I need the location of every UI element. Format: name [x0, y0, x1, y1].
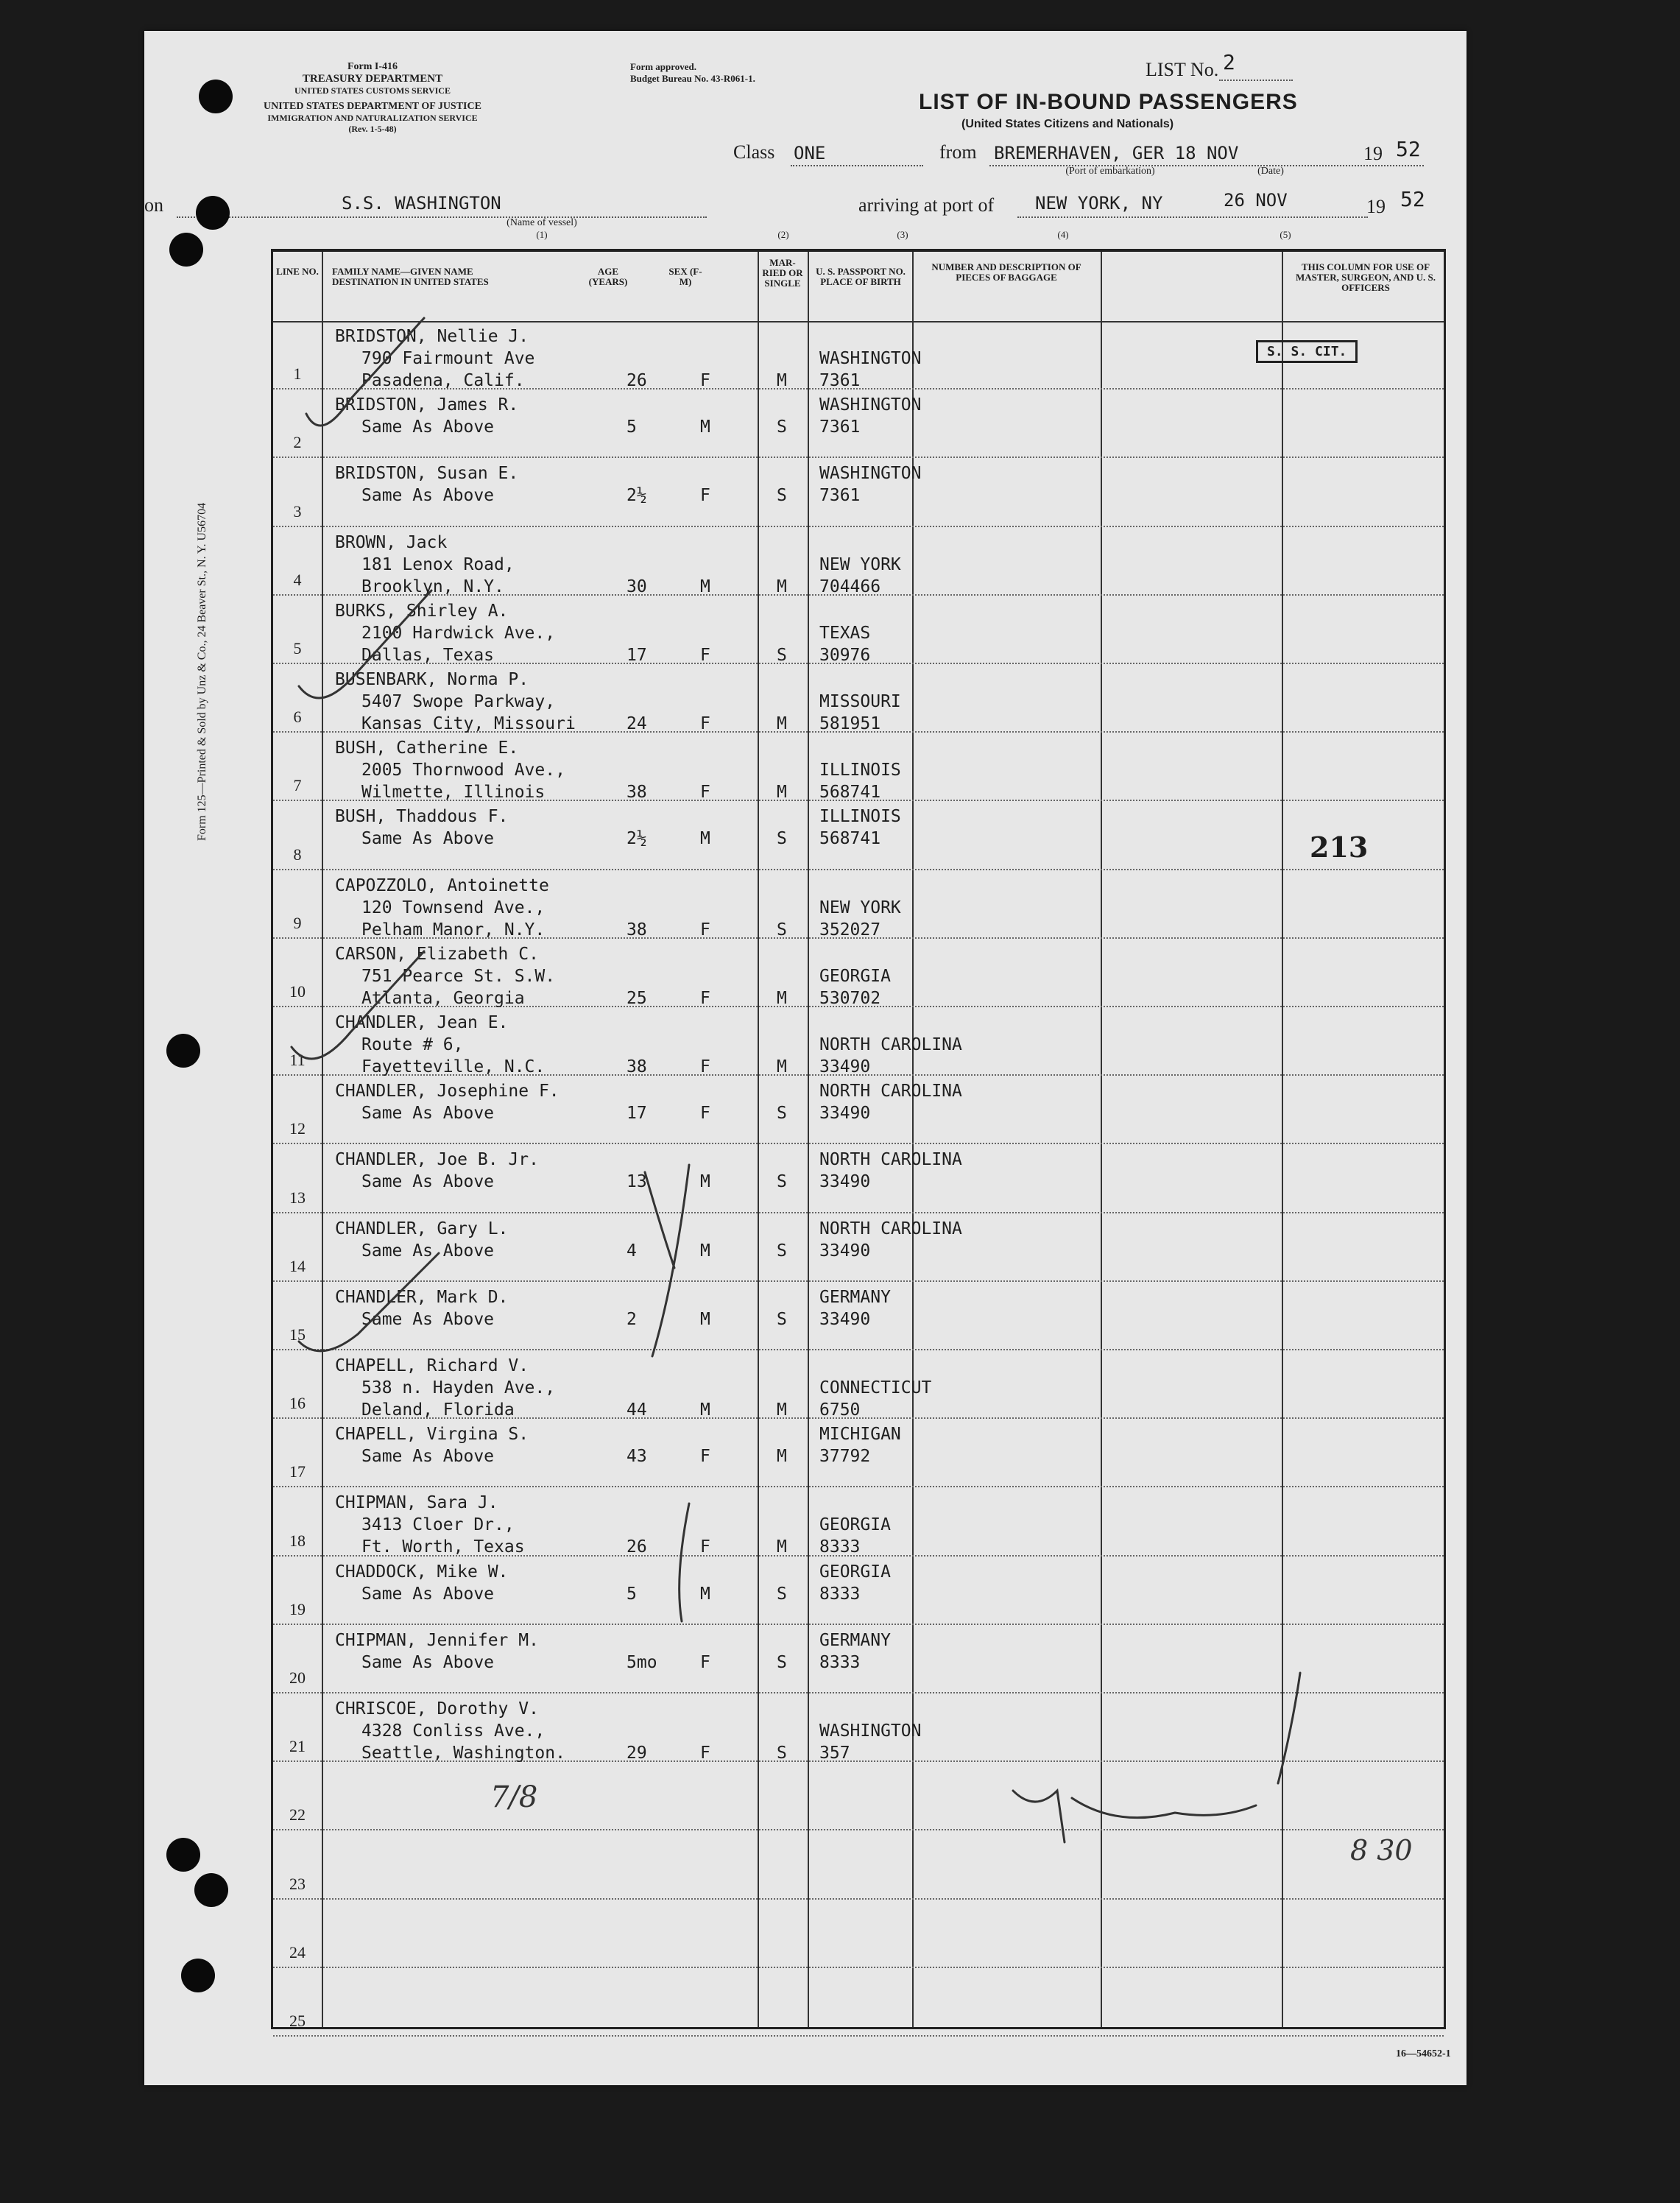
line-number: 23: [289, 1874, 306, 1893]
passenger-address: 751 Pearce St. S.W.: [361, 966, 556, 986]
passenger-marital-status: S: [777, 645, 787, 665]
passenger-sex: F: [700, 645, 710, 665]
passenger-birth-state: MISSOURI: [819, 692, 901, 711]
passenger-passport-no: 33490: [819, 1241, 871, 1261]
line-number: 5: [293, 639, 302, 658]
passenger-sex: M: [700, 577, 710, 596]
list-no-label: LIST No.: [1146, 59, 1219, 80]
line-number: 17: [289, 1462, 306, 1481]
passenger-address: Wilmette, Illinois: [361, 783, 546, 803]
footer-code: 16—54652-1: [1396, 2048, 1451, 2059]
on-label: on: [144, 194, 163, 216]
passenger-age: 24: [627, 714, 647, 733]
passenger-sex: F: [700, 486, 710, 506]
passenger-address: 2100 Hardwick Ave.,: [361, 623, 556, 643]
passenger-name: CHANDLER, Josephine F.: [335, 1082, 560, 1102]
passenger-age: 4: [627, 1241, 637, 1261]
passenger-sex: F: [700, 1057, 710, 1076]
passenger-birth-state: MICHIGAN: [819, 1425, 901, 1445]
passenger-address: Same As Above: [361, 1447, 495, 1467]
punch-hole: [181, 1959, 215, 1992]
col-num-1: (1): [536, 229, 548, 240]
passenger-name: BROWN, Jack: [335, 532, 448, 552]
passenger-name: CHADDOCK, Mike W.: [335, 1562, 509, 1582]
passenger-age: 26: [627, 371, 647, 390]
passenger-age: 30: [627, 577, 647, 596]
passenger-address: 120 Townsend Ave.,: [361, 898, 546, 917]
passenger-marital-status: M: [777, 1057, 787, 1076]
passenger-address: Seattle, Washington.: [361, 1744, 565, 1763]
passenger-address: Dallas, Texas: [361, 645, 495, 665]
passenger-passport-no: 33490: [819, 1057, 871, 1076]
passenger-sex: F: [700, 371, 710, 390]
passenger-passport-no: 33490: [819, 1104, 871, 1124]
passenger-passport-no: 7361: [819, 371, 861, 390]
col-num-5: (5): [1280, 229, 1291, 240]
col-num-3: (3): [897, 229, 908, 240]
passenger-address: Brooklyn, N.Y.: [361, 577, 504, 596]
from-label: from: [939, 141, 977, 163]
passenger-sex: F: [700, 1104, 710, 1124]
passenger-marital-status: M: [777, 371, 787, 390]
class-value: ONE: [794, 143, 826, 163]
line-number: 8: [293, 845, 302, 864]
arriving-label: arriving at port of: [858, 194, 995, 216]
header-sex: SEX (F-M): [668, 266, 702, 287]
passenger-passport-no: 357: [819, 1744, 850, 1763]
passenger-age: 2: [627, 1309, 637, 1329]
passenger-address: Same As Above: [361, 1584, 495, 1604]
passenger-sex: M: [700, 1584, 710, 1604]
line-number: 12: [289, 1119, 306, 1138]
dept-immigration: IMMIGRATION AND NATURALIZATION SERVICE: [267, 113, 478, 123]
passenger-name: CHIPMAN, Sara J.: [335, 1493, 498, 1513]
passenger-birth-state: GEORGIA: [819, 1562, 891, 1582]
punch-hole: [199, 80, 233, 113]
passenger-address: Deland, Florida: [361, 1400, 515, 1420]
passenger-age: 2½: [627, 486, 647, 506]
passenger-name: CARSON, Elizabeth C.: [335, 944, 539, 964]
year-prefix-1: 19: [1363, 143, 1383, 164]
line-number: 9: [293, 913, 302, 932]
passenger-address: Same As Above: [361, 1172, 495, 1192]
passenger-passport-no: 33490: [819, 1309, 871, 1329]
passenger-address: 5407 Swope Parkway,: [361, 692, 556, 711]
passenger-sex: M: [700, 1400, 710, 1420]
passenger-age: 25: [627, 988, 647, 1008]
col-num-2: (2): [777, 229, 789, 240]
page-count: 213: [1310, 831, 1369, 864]
passenger-age: 44: [627, 1400, 647, 1420]
passenger-address: Same As Above: [361, 417, 495, 437]
passenger-passport-no: 8333: [819, 1584, 861, 1604]
line-number: 19: [289, 1599, 306, 1618]
passenger-address: 4328 Conliss Ave.,: [361, 1721, 546, 1741]
passenger-marital-status: M: [777, 783, 787, 803]
passenger-sex: M: [700, 829, 710, 849]
passenger-age: 38: [627, 1057, 647, 1076]
passenger-age: 38: [627, 783, 647, 803]
passenger-birth-state: NORTH CAROLINA: [819, 1150, 962, 1170]
header-officers: THIS COLUMN FOR USE OF MASTER, SURGEON, AND U. S. OFFICERS: [1296, 261, 1436, 293]
line-number: 6: [293, 708, 302, 727]
line-number: 11: [289, 1051, 306, 1070]
form-approved: Form approved.: [630, 61, 697, 72]
handwritten-marks: [144, 31, 1467, 2085]
year-value-1: 52: [1396, 137, 1421, 161]
header-name: FAMILY NAME—GIVEN NAME DESTINATION IN UNITED STATES: [332, 266, 489, 287]
passenger-address: Same As Above: [361, 1652, 495, 1672]
line-number: 7: [293, 776, 302, 795]
passenger-address: Kansas City, Missouri: [361, 714, 576, 733]
passenger-name: CHANDLER, Joe B. Jr.: [335, 1150, 539, 1170]
passenger-address: 790 Fairmount Ave: [361, 349, 535, 368]
passenger-sex: F: [700, 1447, 710, 1467]
passenger-birth-state: NORTH CAROLINA: [819, 1082, 962, 1102]
passenger-birth-state: GERMANY: [819, 1287, 891, 1307]
document-page: [144, 31, 1467, 2085]
handwritten-note-1: 7/8: [490, 1780, 538, 1814]
form-revision: (Rev. 1-5-48): [348, 124, 397, 134]
passenger-age: 5: [627, 417, 637, 437]
passenger-name: CHIPMAN, Jennifer M.: [335, 1630, 539, 1650]
passenger-passport-no: 6750: [819, 1400, 861, 1420]
passenger-passport-no: 7361: [819, 417, 861, 437]
passenger-address: 2005 Thornwood Ave.,: [361, 761, 565, 780]
passenger-sex: M: [700, 1241, 710, 1261]
line-number: 20: [289, 1668, 306, 1687]
passenger-marital-status: S: [777, 1309, 787, 1329]
printer-imprint: Form 125—Printed & Sold by Unz & Co., 24 Beaver St., N. Y. U56704: [196, 502, 208, 841]
passenger-birth-state: NORTH CAROLINA: [819, 1035, 962, 1054]
line-number: 18: [289, 1531, 306, 1550]
passenger-name: CHAPELL, Richard V.: [335, 1356, 529, 1375]
passenger-sex: M: [700, 417, 710, 437]
passenger-address: Same As Above: [361, 486, 495, 506]
arrival-date: 26 NOV: [1224, 190, 1288, 211]
passenger-age: 13: [627, 1172, 647, 1192]
passenger-name: BRIDSTON, James R.: [335, 395, 519, 415]
passenger-birth-state: GEORGIA: [819, 966, 891, 986]
passenger-birth-state: WASHINGTON: [819, 1721, 922, 1741]
line-number: 3: [293, 501, 302, 521]
passenger-age: 43: [627, 1447, 647, 1467]
passenger-marital-status: S: [777, 920, 787, 940]
passenger-marital-status: S: [777, 1104, 787, 1124]
passenger-passport-no: 704466: [819, 577, 881, 596]
passenger-name: CHAPELL, Virgina S.: [335, 1425, 529, 1445]
passenger-age: 26: [627, 1537, 647, 1557]
passenger-birth-state: TEXAS: [819, 623, 871, 643]
passenger-birth-state: CONNECTICUT: [819, 1378, 932, 1397]
passenger-age: 5: [627, 1584, 637, 1604]
header-passport: U. S. PASSPORT NO. PLACE OF BIRTH: [816, 266, 906, 287]
header-baggage: NUMBER AND DESCRIPTION OF PIECES OF BAGGAGE: [931, 261, 1081, 283]
dept-treasury: TREASURY DEPARTMENT: [302, 73, 443, 85]
passenger-address: Route # 6,: [361, 1035, 464, 1054]
passenger-birth-state: WASHINGTON: [819, 464, 922, 484]
vessel-caption: (Name of vessel): [507, 217, 577, 228]
passenger-name: CHANDLER, Mark D.: [335, 1287, 509, 1307]
passenger-birth-state: GEORGIA: [819, 1515, 891, 1535]
header-age: AGE (YEARS): [588, 266, 628, 287]
line-number: 14: [289, 1256, 306, 1275]
arrival-port: NEW YORK, NY: [1035, 193, 1163, 214]
passenger-age: 2½: [627, 829, 647, 849]
passenger-birth-state: NEW YORK: [819, 898, 901, 917]
passenger-name: BURKS, Shirley A.: [335, 601, 509, 621]
passenger-name: BUSH, Thaddous F.: [335, 807, 509, 827]
budget-bureau: Budget Bureau No. 43-R061-1.: [630, 73, 755, 84]
passenger-age: 17: [627, 1104, 647, 1124]
header-line-no: LINE NO.: [276, 266, 319, 277]
passenger-passport-no: 30976: [819, 645, 871, 665]
passenger-marital-status: M: [777, 577, 787, 596]
vessel-name: S.S. WASHINGTON: [342, 193, 501, 214]
line-number: 4: [293, 570, 302, 589]
line-number: 25: [289, 2012, 306, 2030]
line-number: 15: [289, 1325, 306, 1344]
citizen-stamp: S. S. CIT.: [1256, 340, 1358, 363]
passenger-passport-no: 8333: [819, 1652, 861, 1672]
col-num-4: (4): [1057, 229, 1069, 240]
passenger-marital-status: S: [777, 1652, 787, 1672]
passenger-address: 181 Lenox Road,: [361, 554, 515, 574]
passenger-address: 3413 Cloer Dr.,: [361, 1515, 515, 1535]
punch-hole: [194, 1873, 228, 1907]
passenger-age: 17: [627, 645, 647, 665]
passenger-sex: M: [700, 1172, 710, 1192]
passenger-address: Fayetteville, N.C.: [361, 1057, 546, 1076]
passenger-marital-status: S: [777, 1584, 787, 1604]
punch-hole: [166, 1034, 200, 1068]
line-number: 2: [293, 433, 302, 452]
passenger-birth-state: WASHINGTON: [819, 395, 922, 415]
passenger-birth-state: WASHINGTON: [819, 349, 922, 368]
year-prefix-2: 19: [1366, 196, 1386, 217]
passenger-address: Ft. Worth, Texas: [361, 1537, 525, 1557]
year-value-2: 52: [1400, 187, 1425, 211]
class-label: Class: [733, 141, 775, 163]
passenger-sex: F: [700, 1744, 710, 1763]
passenger-passport-no: 581951: [819, 714, 881, 733]
passenger-name: CHANDLER, Gary L.: [335, 1219, 509, 1238]
passenger-name: CHRISCOE, Dorothy V.: [335, 1699, 539, 1719]
passenger-sex: M: [700, 1309, 710, 1329]
passenger-address: 538 n. Hayden Ave.,: [361, 1378, 556, 1397]
passenger-address: Atlanta, Georgia: [361, 988, 525, 1008]
passenger-marital-status: S: [777, 829, 787, 849]
passenger-passport-no: 7361: [819, 486, 861, 506]
passenger-passport-no: 568741: [819, 783, 881, 803]
date-caption: (Date): [1257, 166, 1284, 177]
passenger-address: Pelham Manor, N.Y.: [361, 920, 546, 940]
line-number: 24: [289, 1942, 306, 1961]
passenger-marital-status: S: [777, 1744, 787, 1763]
line-number: 10: [289, 982, 306, 1001]
punch-hole: [166, 1838, 200, 1872]
passenger-passport-no: 8333: [819, 1537, 861, 1557]
passenger-marital-status: S: [777, 1172, 787, 1192]
passenger-sex: F: [700, 714, 710, 733]
passenger-name: BUSH, Catherine E.: [335, 739, 519, 758]
dept-justice: UNITED STATES DEPARTMENT OF JUSTICE: [264, 101, 481, 112]
passenger-name: CAPOZZOLO, Antoinette: [335, 875, 549, 895]
port-embark-caption: (Port of embarkation): [1065, 166, 1155, 177]
passenger-name: BRIDSTON, Susan E.: [335, 464, 519, 484]
handwritten-note-2: 8 30: [1350, 1834, 1413, 1867]
passenger-name: CHANDLER, Jean E.: [335, 1013, 509, 1032]
header-married: MAR-RIED OR SINGLE: [762, 257, 803, 289]
passenger-address: Pasadena, Calif.: [361, 371, 525, 390]
passenger-name: BUSENBARK, Norma P.: [335, 670, 529, 689]
page-subtitle: (United States Citizens and Nationals): [961, 118, 1174, 130]
passenger-marital-status: S: [777, 486, 787, 506]
passenger-age: 38: [627, 920, 647, 940]
passenger-marital-status: M: [777, 1537, 787, 1557]
passenger-birth-state: ILLINOIS: [819, 807, 901, 827]
passenger-marital-status: S: [777, 1241, 787, 1261]
passenger-sex: F: [700, 988, 710, 1008]
passenger-sex: F: [700, 1537, 710, 1557]
passenger-marital-status: M: [777, 1400, 787, 1420]
passenger-passport-no: 37792: [819, 1447, 871, 1467]
passenger-birth-state: NEW YORK: [819, 554, 901, 574]
passenger-age: 5mo: [627, 1652, 657, 1672]
passenger-birth-state: GERMANY: [819, 1630, 891, 1650]
passenger-birth-state: NORTH CAROLINA: [819, 1219, 962, 1238]
dept-customs: UNITED STATES CUSTOMS SERVICE: [294, 85, 451, 96]
page-title: LIST OF IN-BOUND PASSENGERS: [919, 90, 1298, 114]
line-number: 1: [293, 364, 302, 384]
passenger-sex: F: [700, 783, 710, 803]
passenger-passport-no: 352027: [819, 920, 881, 940]
list-no-value: 2: [1223, 50, 1235, 74]
passenger-passport-no: 530702: [819, 988, 881, 1008]
line-number: 22: [289, 1805, 306, 1825]
passenger-sex: F: [700, 1652, 710, 1672]
passenger-passport-no: 568741: [819, 829, 881, 849]
passenger-address: Same As Above: [361, 1309, 495, 1329]
line-number: 21: [289, 1737, 306, 1756]
passenger-marital-status: M: [777, 1447, 787, 1467]
passenger-address: Same As Above: [361, 1104, 495, 1124]
punch-hole: [196, 196, 230, 230]
passenger-address: Same As Above: [361, 829, 495, 849]
passenger-marital-status: M: [777, 714, 787, 733]
passenger-sex: F: [700, 920, 710, 940]
passenger-age: 29: [627, 1744, 647, 1763]
form-number: Form I-416: [347, 61, 398, 72]
passenger-marital-status: S: [777, 417, 787, 437]
passenger-passport-no: 33490: [819, 1172, 871, 1192]
punch-hole: [169, 233, 203, 267]
line-number: 13: [289, 1188, 306, 1207]
passenger-marital-status: M: [777, 988, 787, 1008]
passenger-birth-state: ILLINOIS: [819, 761, 901, 780]
passenger-address: Same As Above: [361, 1241, 495, 1261]
from-value: BREMERHAVEN, GER 18 NOV: [994, 143, 1239, 163]
line-number: 16: [289, 1394, 306, 1413]
passenger-name: BRIDSTON, Nellie J.: [335, 327, 529, 346]
